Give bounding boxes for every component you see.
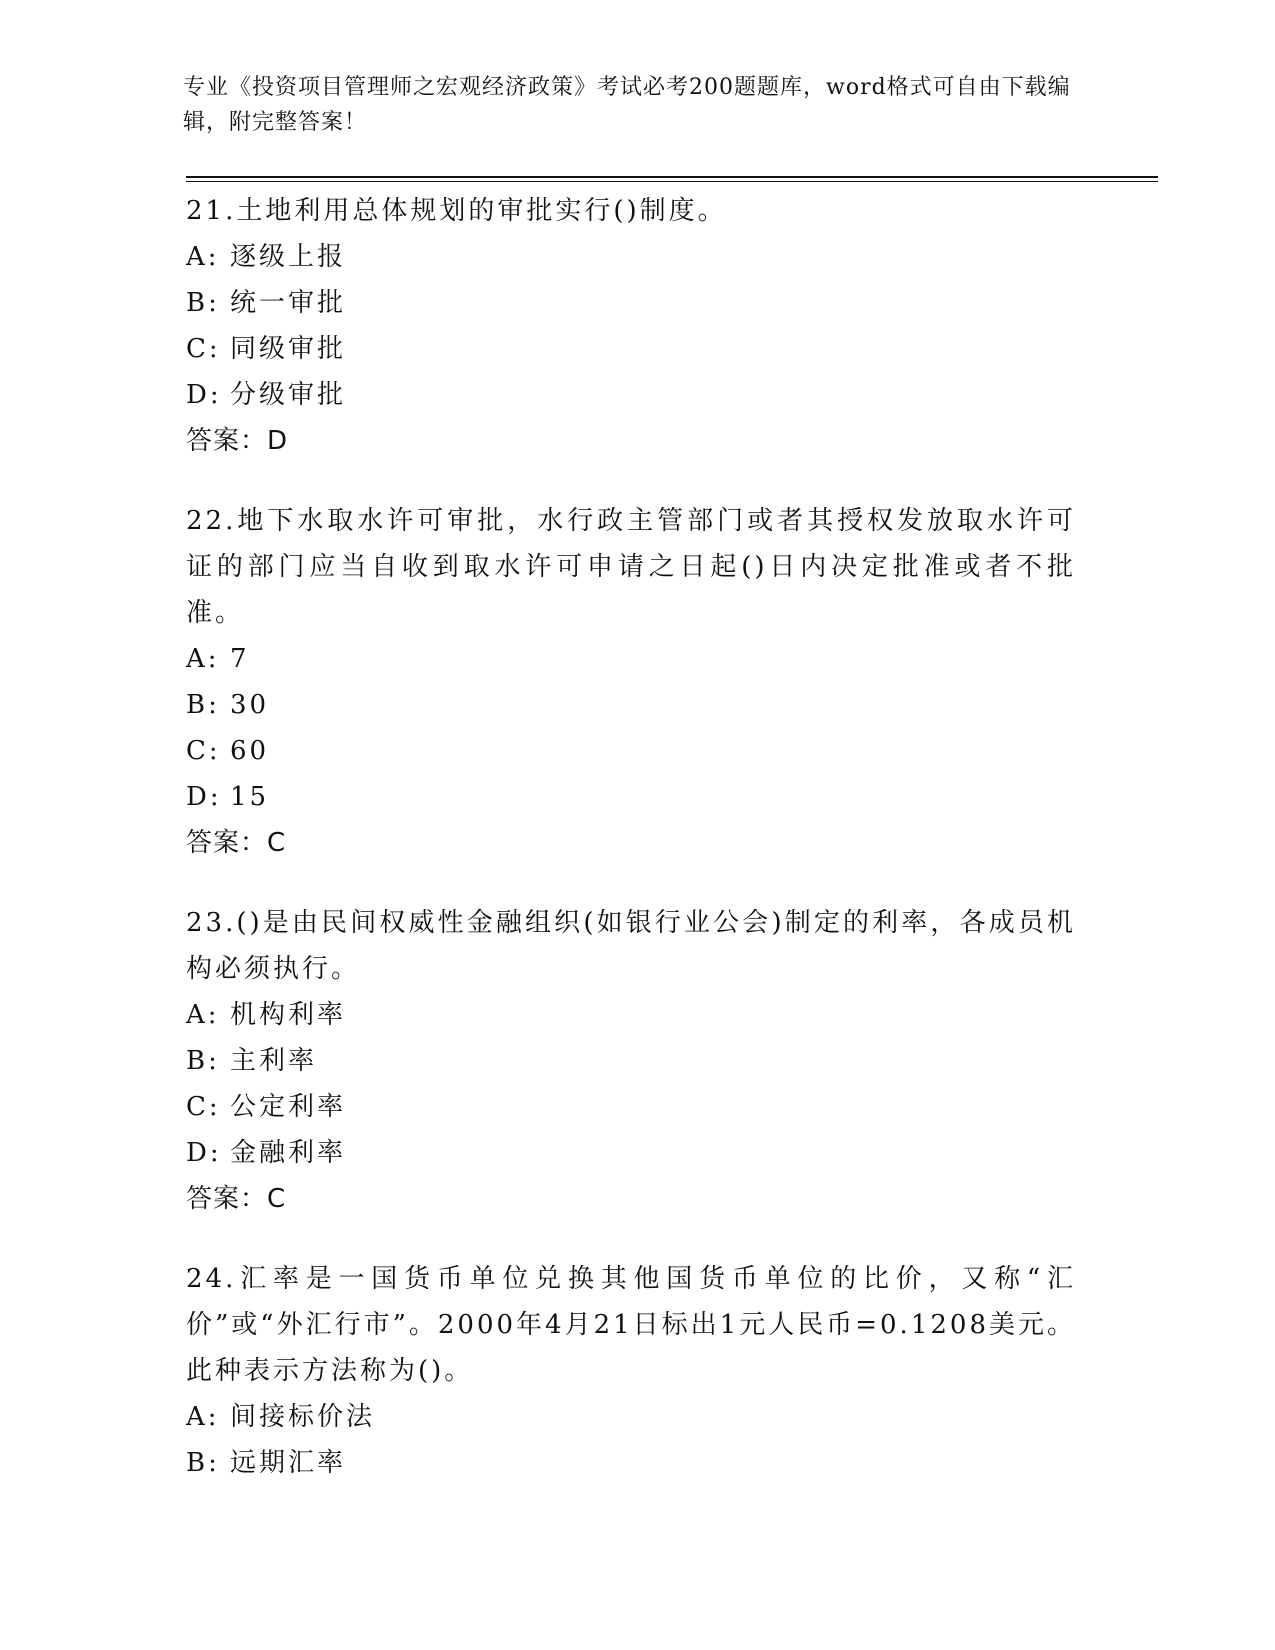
question-21 — [186, 188, 1076, 464]
option-letter: B: — [186, 1448, 220, 1478]
option-text: 逐级上报 — [230, 242, 347, 272]
option-letter: A: — [186, 644, 220, 674]
option-c — [186, 326, 1076, 372]
option-letter: B: — [186, 690, 220, 720]
option-text: 远期汇率 — [230, 1448, 347, 1478]
option-c — [186, 1084, 1076, 1130]
option-d — [186, 1130, 1076, 1176]
option-text: 60 — [230, 736, 270, 766]
question-24 — [186, 1256, 1076, 1486]
question-23 — [186, 900, 1076, 1222]
option-letter: D: — [186, 1138, 222, 1168]
question-text: 22.地下水取水许可审批，水行政主管部门或者其授权发放取水许可证的部门应当自收到取水许可申请之日起()日内决定批准或者不批准。 — [186, 506, 1076, 628]
option-text: 金融利率 — [230, 1138, 347, 1168]
option-d — [186, 774, 1076, 820]
option-c — [186, 728, 1076, 774]
option-a — [186, 636, 1076, 682]
question-text: 23.()是由民间权威性金融组织(如银行业公会)制定的利率，各成员机构必须执行。 — [186, 908, 1076, 984]
option-text: 分级审批 — [230, 380, 347, 410]
option-letter: C: — [186, 1092, 221, 1122]
option-text: 机构利率 — [230, 1000, 347, 1030]
answer-line: 答案：C — [186, 1184, 287, 1214]
option-letter: B: — [186, 1046, 220, 1076]
option-b — [186, 280, 1076, 326]
option-text: 公定利率 — [230, 1092, 347, 1122]
option-letter: C: — [186, 736, 221, 766]
document-header: 专业《投资项目管理师之宏观经济政策》考试必考200题题库，word格式可自由下载编辑，附完整答案！ — [183, 75, 1071, 135]
option-d — [186, 372, 1076, 418]
answer-line: 答案：C — [186, 828, 287, 858]
option-text: 同级审批 — [230, 334, 347, 364]
option-b — [186, 1038, 1076, 1084]
header-divider-thin — [186, 181, 1158, 182]
option-letter: D: — [186, 782, 222, 812]
header-divider-thick — [186, 176, 1158, 178]
question-text: 24.汇率是一国货币单位兑换其他国货币单位的比价，又称“汇价”或“外汇行市”。2000年4月21日标出1元人民币=0.1208美元。此种表示方法称为()。 — [186, 1264, 1076, 1386]
question-22 — [186, 498, 1076, 866]
option-letter: A: — [186, 242, 220, 272]
option-letter: A: — [186, 1402, 220, 1432]
question-list — [186, 188, 1076, 1520]
question-text: 21.土地利用总体规划的审批实行()制度。 — [186, 196, 727, 226]
option-text: 间接标价法 — [230, 1402, 376, 1432]
option-text: 主利率 — [230, 1046, 318, 1076]
option-text: 7 — [230, 644, 250, 674]
option-a — [186, 992, 1076, 1038]
option-letter: A: — [186, 1000, 220, 1030]
option-text: 30 — [230, 690, 270, 720]
option-b — [186, 682, 1076, 728]
option-a — [186, 234, 1076, 280]
option-letter: D: — [186, 380, 222, 410]
option-a — [186, 1394, 1076, 1440]
option-letter: C: — [186, 334, 221, 364]
option-text: 统一审批 — [230, 288, 347, 318]
option-text: 15 — [230, 782, 270, 812]
option-b — [186, 1440, 1076, 1486]
option-letter: B: — [186, 288, 220, 318]
answer-line: 答案：D — [186, 426, 289, 456]
